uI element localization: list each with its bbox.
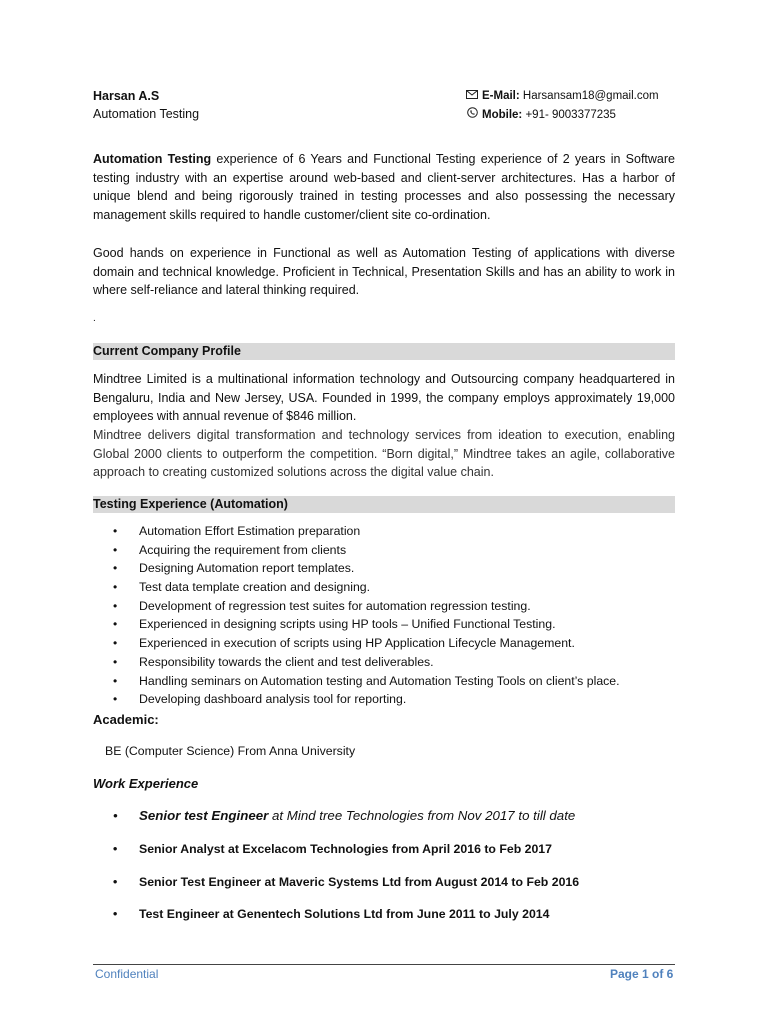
testing-section-heading: Testing Experience (Automation)	[93, 496, 675, 513]
list-item: • Automation Effort Estimation preparation	[93, 522, 693, 541]
bullet-icon: •	[113, 875, 118, 889]
list-item: • Responsibility towards the client and test deliverables.	[93, 653, 693, 672]
summary-text-1: experience of 6 Years and Functional Testing experience of 2 years in Software testing industry with an expertise around web-based and client-server architectures. Has a harbor of unique blend and being rigorously trained in testing processes and also possessing the necessary management skills required to handle customer/client site co-ordination.	[93, 152, 675, 222]
work-item-detail: at Mind tree Technologies from Nov 2017 to till date	[268, 808, 576, 823]
stray-dot: .	[93, 313, 96, 324]
work-experience-heading: Work Experience	[93, 776, 199, 791]
candidate-role: Automation Testing	[93, 107, 200, 121]
academic-heading: Academic:	[93, 712, 159, 727]
envelope-icon	[465, 90, 479, 102]
list-item: • Development of regression test suites for automation regression testing.	[93, 597, 693, 616]
company-section-heading: Current Company Profile	[93, 343, 675, 360]
email-value[interactable]: Harsansam18@gmail.com	[522, 90, 659, 102]
work-item	[113, 907, 549, 921]
work-item	[113, 875, 579, 889]
footer-page-number: Page 1 of 6	[610, 967, 674, 981]
academic-entry: BE (Computer Science) From Anna University	[105, 744, 356, 758]
work-item-title: Senior test Engineer	[139, 808, 269, 823]
list-item: • Experienced in execution of scripts using HP Application Lifecycle Management.	[93, 634, 693, 653]
company-paragraph-2: Mindtree delivers digital transformation and technology services from ideation to execution, enabling Global 2000 clients to outperform the competition. “Born digital,” Mindtree takes an agile, collaborative approach to creating customized solutions across the digital value chain.	[93, 428, 675, 480]
mobile-line	[465, 107, 616, 121]
work-item	[113, 842, 552, 856]
list-item: • Test data template creation and designing.	[93, 578, 693, 597]
summary-paragraph-1	[93, 150, 675, 224]
footer-confidential: Confidential	[95, 967, 159, 981]
work-item-text: Senior Test Engineer at Maveric Systems Ltd from August 2014 to Feb 2016	[139, 875, 580, 889]
work-item-current	[113, 808, 575, 823]
email-line	[465, 90, 659, 102]
list-item: • Acquiring the requirement from clients	[93, 541, 693, 560]
summary-paragraph-2: Good hands on experience in Functional as well as Automation Testing of applications with diverse domain and technical knowledge. Proficient in Technical, Presentation Skills and has an ability to work in where self-reliance and lateral thinking required.	[93, 246, 675, 298]
email-label: E-Mail:	[482, 90, 520, 102]
phone-icon	[465, 107, 479, 121]
list-item: • Handling seminars on Automation testing and Automation Testing Tools on client’s place.	[93, 672, 693, 691]
mobile-value: +91- 9003377235	[525, 109, 616, 121]
testing-experience-list	[93, 522, 693, 709]
work-item-text: Test Engineer at Genentech Solutions Ltd from June 2011 to July 2014	[139, 907, 550, 921]
list-item: • Developing dashboard analysis tool for reporting.	[93, 690, 693, 709]
work-item-text: Senior Analyst at Excelacom Technologies from April 2016 to Feb 2017	[139, 842, 552, 856]
list-item: • Experienced in designing scripts using HP tools – Unified Functional Testing.	[93, 615, 693, 634]
bullet-icon: •	[113, 842, 118, 856]
footer-divider	[93, 964, 675, 965]
mobile-label: Mobile:	[482, 109, 523, 121]
list-item: • Designing Automation report templates.	[93, 559, 693, 578]
candidate-name: Harsan A.S	[93, 89, 160, 103]
summary-lead: Automation Testing	[93, 152, 212, 166]
company-paragraph-1: Mindtree Limited is a multinational information technology and Outsourcing company headquartered in Bengaluru, India and New Jersey, USA. Founded in 1999, the company employs approximately 19,000 employees with annual revenue of $846 million.	[93, 372, 675, 424]
bullet-icon: •	[113, 907, 118, 921]
bullet-icon: •	[113, 808, 118, 823]
